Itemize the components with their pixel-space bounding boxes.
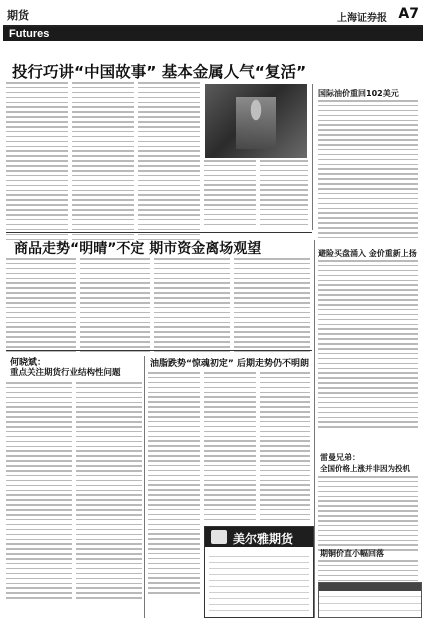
right-item-1-title: 国际油价重回102美元 bbox=[318, 89, 399, 98]
center-article-col-2 bbox=[204, 372, 256, 524]
right-item-2-title: 避险买盘涌入 金价重新上扬 bbox=[318, 249, 417, 258]
main-article-col-1 bbox=[6, 82, 68, 243]
brand-logo-icon bbox=[211, 530, 227, 544]
mid-article-col-2 bbox=[80, 258, 150, 356]
paper-name: 上海证券报 bbox=[337, 13, 387, 24]
right-item-1-body bbox=[318, 100, 418, 242]
ad-brand: 美尔雅期货 bbox=[233, 532, 294, 546]
main-headline: 投行巧讲“中国故事” 基本金属人气“复活” bbox=[12, 63, 307, 81]
right-item-3-body bbox=[318, 476, 418, 554]
center-article-headline: 油脂跌势“惊魂初定” 后期走势仍不明朗 bbox=[150, 359, 309, 369]
mid-article-col-1 bbox=[6, 258, 76, 356]
section-band-label: Futures bbox=[9, 28, 50, 40]
right-item-4-title: 期铜价直小幅回落 bbox=[320, 549, 384, 558]
main-article-col-3 bbox=[138, 82, 200, 243]
section-band bbox=[3, 27, 423, 41]
right-item-2-body bbox=[318, 260, 418, 431]
section-rule bbox=[6, 350, 312, 351]
main-article-col-4 bbox=[204, 160, 256, 228]
page-number: A7 bbox=[398, 6, 419, 22]
column-divider bbox=[312, 84, 313, 230]
column-divider bbox=[314, 240, 315, 618]
section-rule bbox=[6, 232, 312, 233]
right-item-3-title-2: 全国价格上涨并非因为投机 bbox=[320, 464, 410, 473]
advertisement bbox=[204, 526, 314, 618]
main-article-col-5 bbox=[260, 160, 308, 228]
right-item-3-title-1: 雷曼兄弟： bbox=[320, 453, 360, 462]
mid-article-col-4 bbox=[234, 258, 310, 356]
left-article-headline-2: 重点关注期货行业结构性问题 bbox=[10, 368, 121, 378]
main-article-col-2 bbox=[72, 82, 134, 243]
right-item-4-body bbox=[318, 560, 418, 584]
center-article-col-1 bbox=[148, 372, 200, 597]
masthead bbox=[3, 3, 423, 27]
section-label: 期货 bbox=[7, 9, 29, 22]
mid-headline: 商品走势“明晴”不定 期市资金离场观望 bbox=[14, 241, 262, 257]
price-table bbox=[318, 582, 422, 618]
column-divider bbox=[144, 356, 145, 618]
left-article-col-1 bbox=[6, 382, 72, 602]
news-photo bbox=[205, 84, 307, 158]
left-article-headline-1: 何晓斌： bbox=[10, 358, 47, 368]
mid-article-col-3 bbox=[154, 258, 230, 356]
center-article-col-3 bbox=[260, 372, 310, 524]
left-article-col-2 bbox=[76, 382, 142, 602]
